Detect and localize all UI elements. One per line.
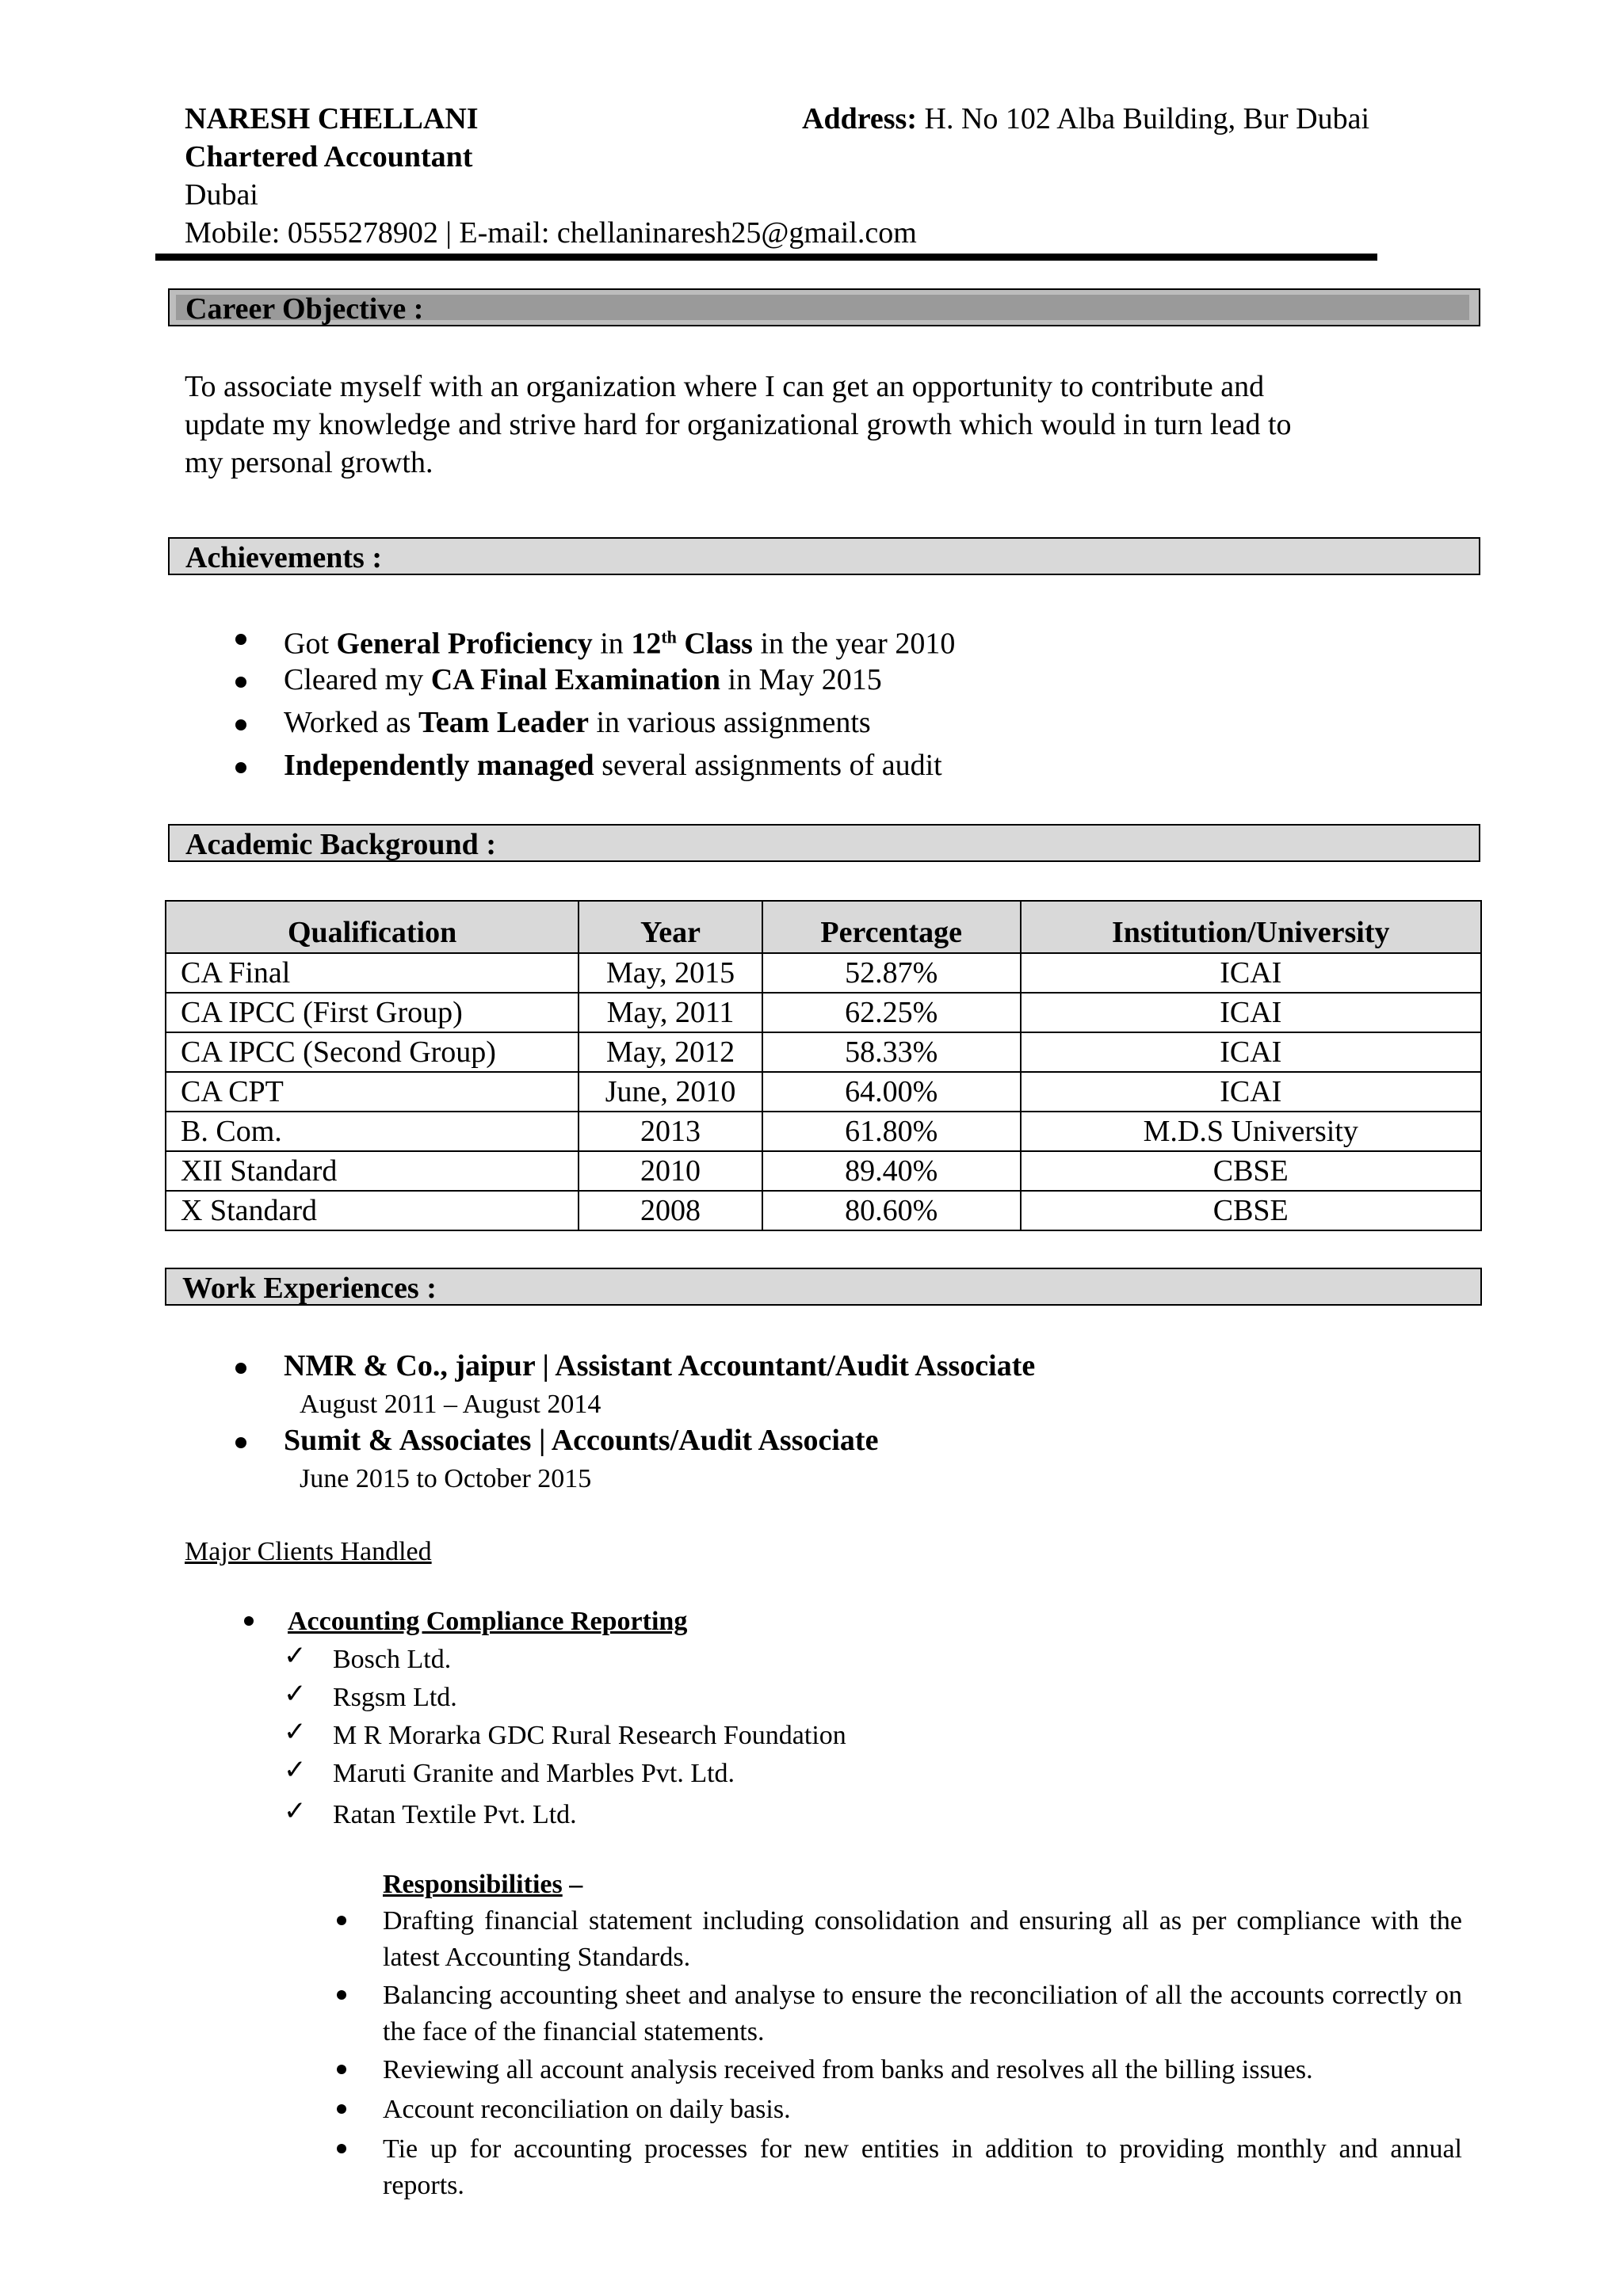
achievement-item: Worked as Team Leader in various assignments xyxy=(284,706,871,739)
column-header: Qualification xyxy=(166,901,579,953)
table-row: XII Standard 2010 89.40% CBSE xyxy=(166,1151,1481,1191)
objective-line: To associate myself with an organization where I can get an opportunity to contribute and xyxy=(185,370,1265,403)
responsibilities-heading: Responsibilities – xyxy=(383,1870,583,1899)
table-row: CA CPT June, 2010 64.00% ICAI xyxy=(166,1072,1481,1112)
candidate-name: NARESH CHELLANI xyxy=(185,102,479,135)
responsibility-item: Drafting financial statement including consolidation and ensuring all as per compliance with the latest Accounting Standards. xyxy=(383,1906,1462,1972)
bullet-icon xyxy=(235,719,246,730)
section-work-experiences xyxy=(165,1268,1482,1306)
bullet-icon xyxy=(235,634,246,645)
section-achievements xyxy=(168,537,1480,575)
check-icon: ✓ xyxy=(284,1678,307,1710)
address-label: Address: xyxy=(802,102,917,135)
client-item: M R Morarka GDC Rural Research Foundation xyxy=(333,1721,846,1750)
bullet-icon xyxy=(235,762,246,773)
clients-heading: Major Clients Handled xyxy=(185,1537,432,1566)
section-heading: Career Objective : xyxy=(185,292,424,326)
column-header: Year xyxy=(579,901,762,953)
candidate-title: Chartered Accountant xyxy=(185,140,473,174)
bullet-icon xyxy=(337,2144,346,2153)
achievement-item: Independently managed several assignments of audit xyxy=(284,749,942,782)
client-item: Bosch Ltd. xyxy=(333,1645,452,1674)
client-category: Accounting Compliance Reporting xyxy=(288,1607,688,1636)
bullet-icon xyxy=(337,2104,346,2114)
client-item: Maruti Granite and Marbles Pvt. Ltd. xyxy=(333,1759,735,1788)
bullet-icon xyxy=(244,1616,254,1626)
address-line xyxy=(802,100,1369,138)
responsibility-item: Reviewing all account analysis received from banks and resolves all the billing issues. xyxy=(383,2055,1313,2084)
bullet-icon xyxy=(337,1990,346,2000)
job-title: Sumit & Associates | Accounts/Audit Associate xyxy=(284,1424,879,1457)
table-row: CA Final May, 2015 52.87% ICAI xyxy=(166,953,1481,993)
table-header-row xyxy=(166,901,1481,953)
section-career-objective xyxy=(168,288,1480,326)
section-heading: Work Experiences : xyxy=(182,1272,437,1305)
job-period: August 2011 – August 2014 xyxy=(300,1390,601,1419)
job-period: June 2015 to October 2015 xyxy=(300,1464,592,1493)
objective-line: update my knowledge and strive hard for organizational growth which would in turn lead to xyxy=(185,408,1292,441)
check-icon: ✓ xyxy=(284,1716,307,1748)
check-icon: ✓ xyxy=(284,1640,307,1672)
table-row: B. Com. 2013 61.80% M.D.S University xyxy=(166,1112,1481,1151)
header-divider xyxy=(155,254,1377,261)
responsibility-item: Account reconciliation on daily basis. xyxy=(383,2095,791,2124)
column-header: Institution/University xyxy=(1021,901,1481,953)
objective-line: my personal growth. xyxy=(185,446,433,479)
table-row: CA IPCC (Second Group) May, 2012 58.33% ICAI xyxy=(166,1032,1481,1072)
responsibility-item: Balancing accounting sheet and analyse to ensure the reconciliation of all the accounts correctly on the face of the financial statements. xyxy=(383,1981,1462,2046)
bullet-icon xyxy=(235,1437,246,1448)
check-icon: ✓ xyxy=(284,1795,307,1827)
bullet-icon xyxy=(235,1363,246,1374)
academic-table xyxy=(165,900,1482,1231)
section-academic-background xyxy=(168,824,1480,862)
table-row: CA IPCC (First Group) May, 2011 62.25% ICAI xyxy=(166,993,1481,1032)
column-header: Percentage xyxy=(762,901,1021,953)
bullet-icon xyxy=(235,677,246,688)
candidate-city: Dubai xyxy=(185,178,258,212)
contact-line: Mobile: 0555278902 | E-mail: chellaninaresh25@gmail.com xyxy=(185,216,917,250)
section-heading: Achievements : xyxy=(185,541,382,574)
job-title: NMR & Co., jaipur | Assistant Accountant/Audit Associate xyxy=(284,1349,1036,1383)
achievement-item: Got General Proficiency in 12th Class in the year 2010 xyxy=(284,627,956,661)
client-item: Rsgsm Ltd. xyxy=(333,1683,457,1712)
bullet-icon xyxy=(337,2065,346,2074)
section-heading: Academic Background : xyxy=(185,828,496,861)
table-row: X Standard 2008 80.60% CBSE xyxy=(166,1191,1481,1230)
check-icon: ✓ xyxy=(284,1754,307,1786)
client-item: Ratan Textile Pvt. Ltd. xyxy=(333,1800,577,1829)
address-value: H. No 102 Alba Building, Bur Dubai xyxy=(924,102,1370,135)
responsibility-item: Tie up for accounting processes for new entities in addition to providing monthly and annual reports. xyxy=(383,2134,1462,2200)
bullet-icon xyxy=(337,1916,346,1925)
achievement-item: Cleared my CA Final Examination in May 2015 xyxy=(284,663,882,696)
